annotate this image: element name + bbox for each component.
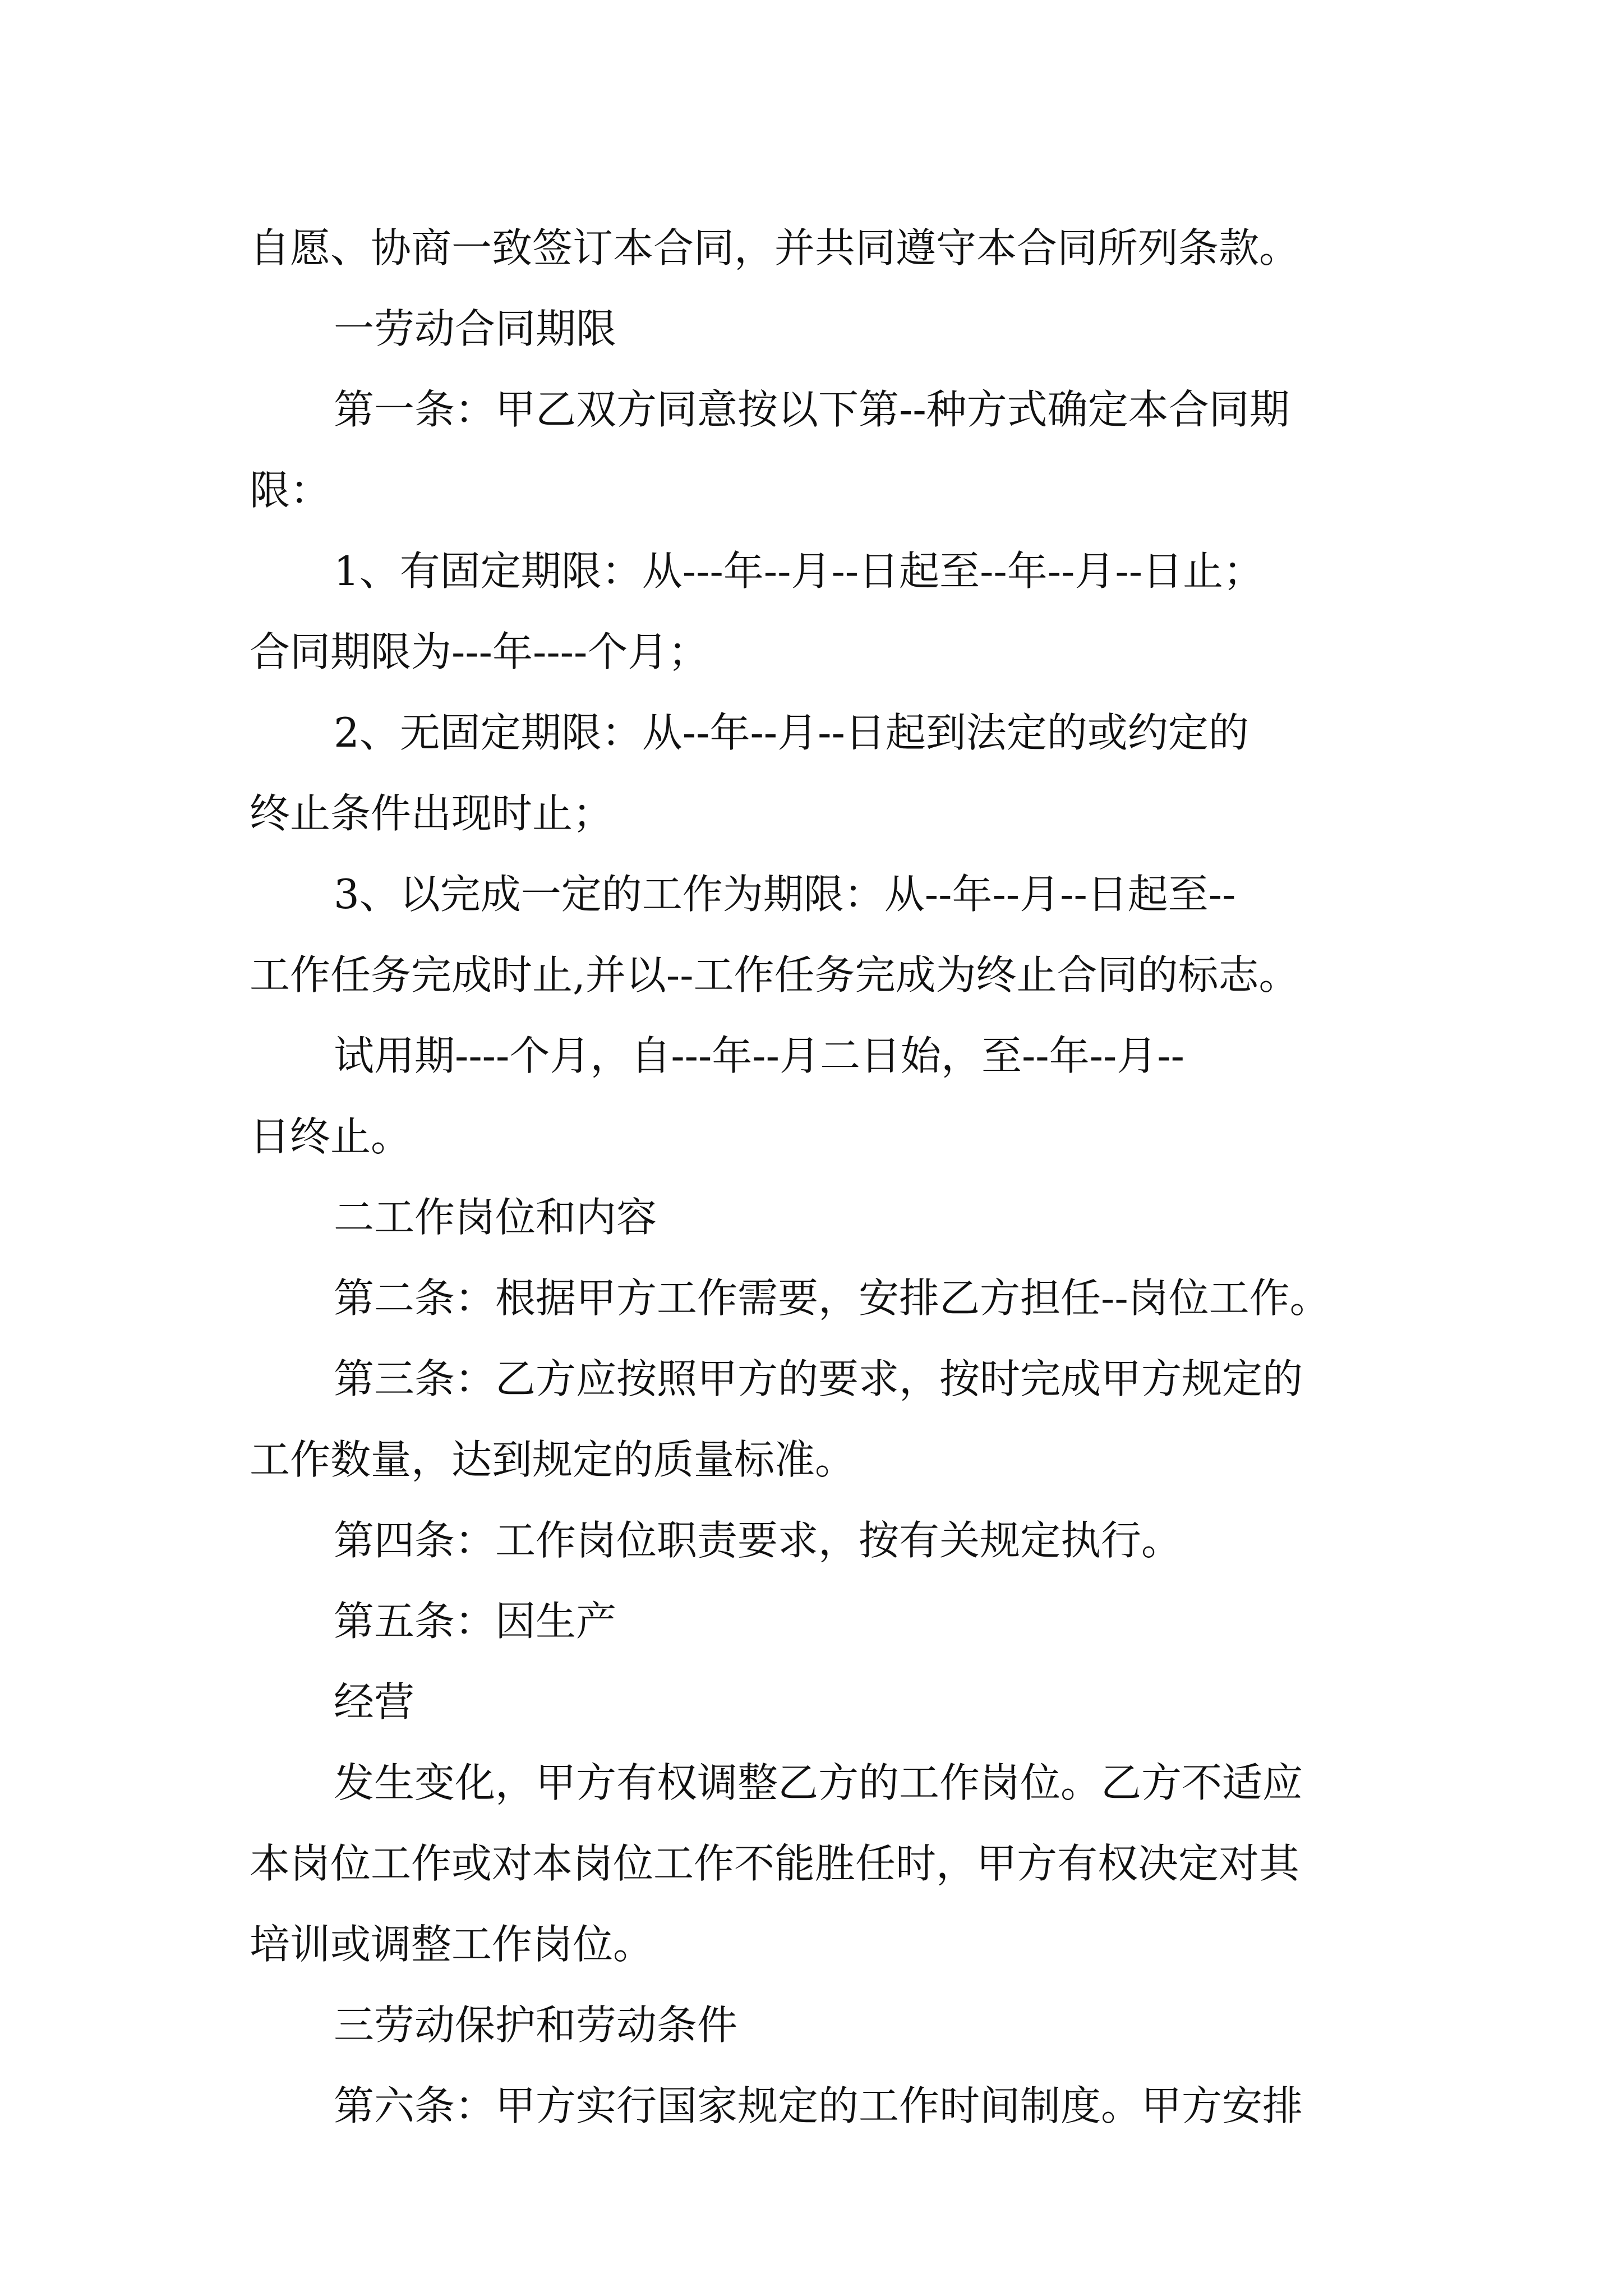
text-line: 发生变化，甲方有权调整乙方的工作岗位。乙方不适应 [334,1759,1303,1806]
text-line: 第四条：工作岗位职责要求，按有关规定执行。 [334,1517,1182,1564]
text-line: 日终止。 [250,1113,412,1160]
text-line: 培训或调整工作岗位。 [250,1921,654,1968]
text-line: 3、以完成一定的工作为期限：从--年--月--日起至-- [334,871,1236,918]
text-line: 第六条：甲方实行国家规定的工作时间制度。甲方安排 [334,2082,1303,2129]
text-line: 终止条件出现时止； [250,790,614,837]
text-line: 第三条：乙方应按照甲方的要求，按时完成甲方规定的 [334,1355,1303,1402]
text-line: 工作数量，达到规定的质量标准。 [250,1436,856,1483]
text-line: 1、有固定期限：从---年--月--日起至--年--月--日止； [334,547,1264,595]
text-line: 自愿、协商一致签订本合同，并共同遵守本合同所列条款。 [250,224,1300,272]
document-body [250,208,1388,2146]
text-line: 经营 [334,1678,415,1726]
text-line: 合同期限为---年----个月； [250,628,709,675]
text-line: 第五条：因生产 [334,1598,617,1645]
text-line: 本岗位工作或对本岗位工作不能胜任时，甲方有权决定对其 [250,1840,1300,1887]
text-line: 限： [250,467,331,514]
section-heading: 二工作岗位和内容 [334,1194,657,1241]
text-line: 工作任务完成时止,并以--工作任务完成为终止合同的标志。 [250,951,1299,999]
text-line: 第一条：甲乙双方同意按以下第--种方式确定本合同期 [334,386,1290,433]
text-line: 2、无固定期限：从--年--月--日起到法定的或约定的 [334,709,1249,756]
section-heading: 一劳动合同期限 [334,305,617,352]
section-heading: 三劳动保护和劳动条件 [334,2001,738,2049]
text-line: 第二条：根据甲方工作需要，安排乙方担任--岗位工作。 [334,1274,1330,1322]
text-line: 试用期----个月，自---年--月二日始，至--年--月-- [334,1032,1184,1079]
